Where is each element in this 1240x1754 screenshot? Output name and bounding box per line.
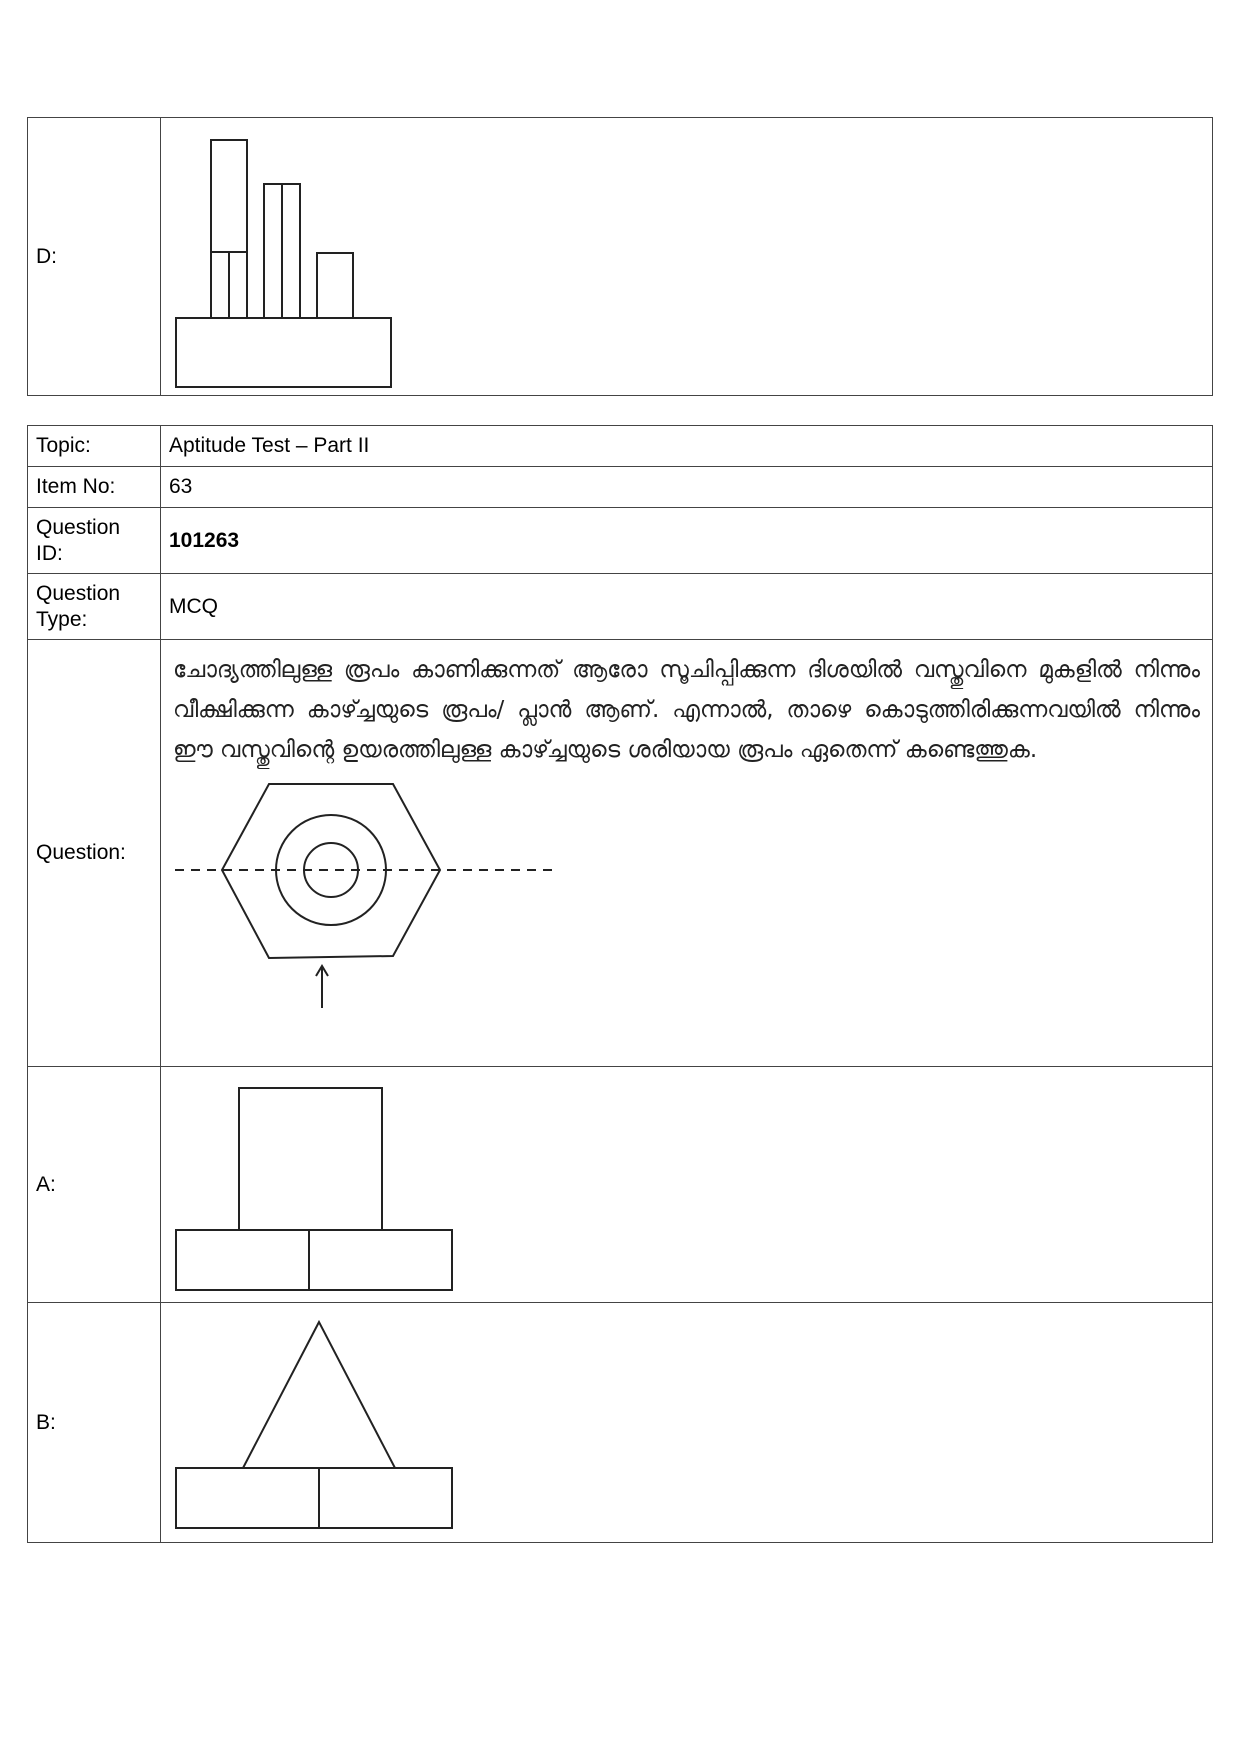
option-d-table (27, 117, 1213, 396)
topic-row (28, 426, 1213, 467)
option-a-label: A: (28, 1067, 161, 1303)
option-b-figure (169, 1308, 469, 1538)
upper-square (239, 1088, 382, 1230)
base-rectangle (176, 1468, 452, 1528)
item-no-value: 63 (161, 467, 1213, 508)
option-a-row (28, 1067, 1213, 1303)
option-b-label: B: (28, 1303, 161, 1543)
question-id-row (28, 508, 1213, 574)
question-type-value: MCQ (161, 574, 1213, 640)
question-label: Question: (28, 640, 161, 1067)
option-b-row (28, 1303, 1213, 1543)
item-no-row (28, 467, 1213, 508)
question-id-label: Question ID: (28, 508, 161, 574)
base-block (176, 318, 391, 387)
option-d-row (28, 118, 1213, 396)
option-d-figure-cell (161, 118, 1213, 396)
option-d-figure (169, 122, 429, 392)
option-a-figure-cell (161, 1067, 1213, 1303)
option-d-label: D: (28, 118, 161, 396)
topic-value: Aptitude Test – Part II (161, 426, 1213, 467)
topic-label: Topic: (28, 426, 161, 467)
option-a-figure (169, 1072, 469, 1297)
question-table (27, 425, 1213, 1543)
question-figure (167, 778, 587, 1018)
question-type-row (28, 574, 1213, 640)
inner-circle (304, 843, 358, 897)
upper-triangle (243, 1322, 395, 1468)
question-row (28, 640, 1213, 1067)
question-text: ചോദ്യത്തിലുള്ള രൂപം കാണിക്കുന്നത് ആരോ സൂചിപ്പിക്കുന്ന ദിശയിൽ വസ്തുവിനെ മുകളിൽ നിന്നും വീക്ഷിക്കുന്ന കാഴ്ച്ചയുടെ രൂപം/ പ്ലാൻ ആണ്. എന്നാൽ, താഴെ കൊടുത്തിരിക്കുന്നവയിൽ നിന്നും ഈ വസ്തുവിന്റെ ഉയരത്തിലുള്ള കാഴ്ച്ചയുടെ ശരിയായ രൂപം ഏതെന്ന് കണ്ടെത്തുക. (173, 657, 1200, 763)
option-b-figure-cell (161, 1303, 1213, 1543)
question-type-label: Question Type: (28, 574, 161, 640)
short-block (317, 253, 353, 318)
question-body (161, 640, 1213, 1067)
question-id-value: 101263 (161, 508, 1213, 574)
base-rectangle (176, 1230, 452, 1290)
item-no-label: Item No: (28, 467, 161, 508)
tall-block-upper (211, 140, 247, 252)
